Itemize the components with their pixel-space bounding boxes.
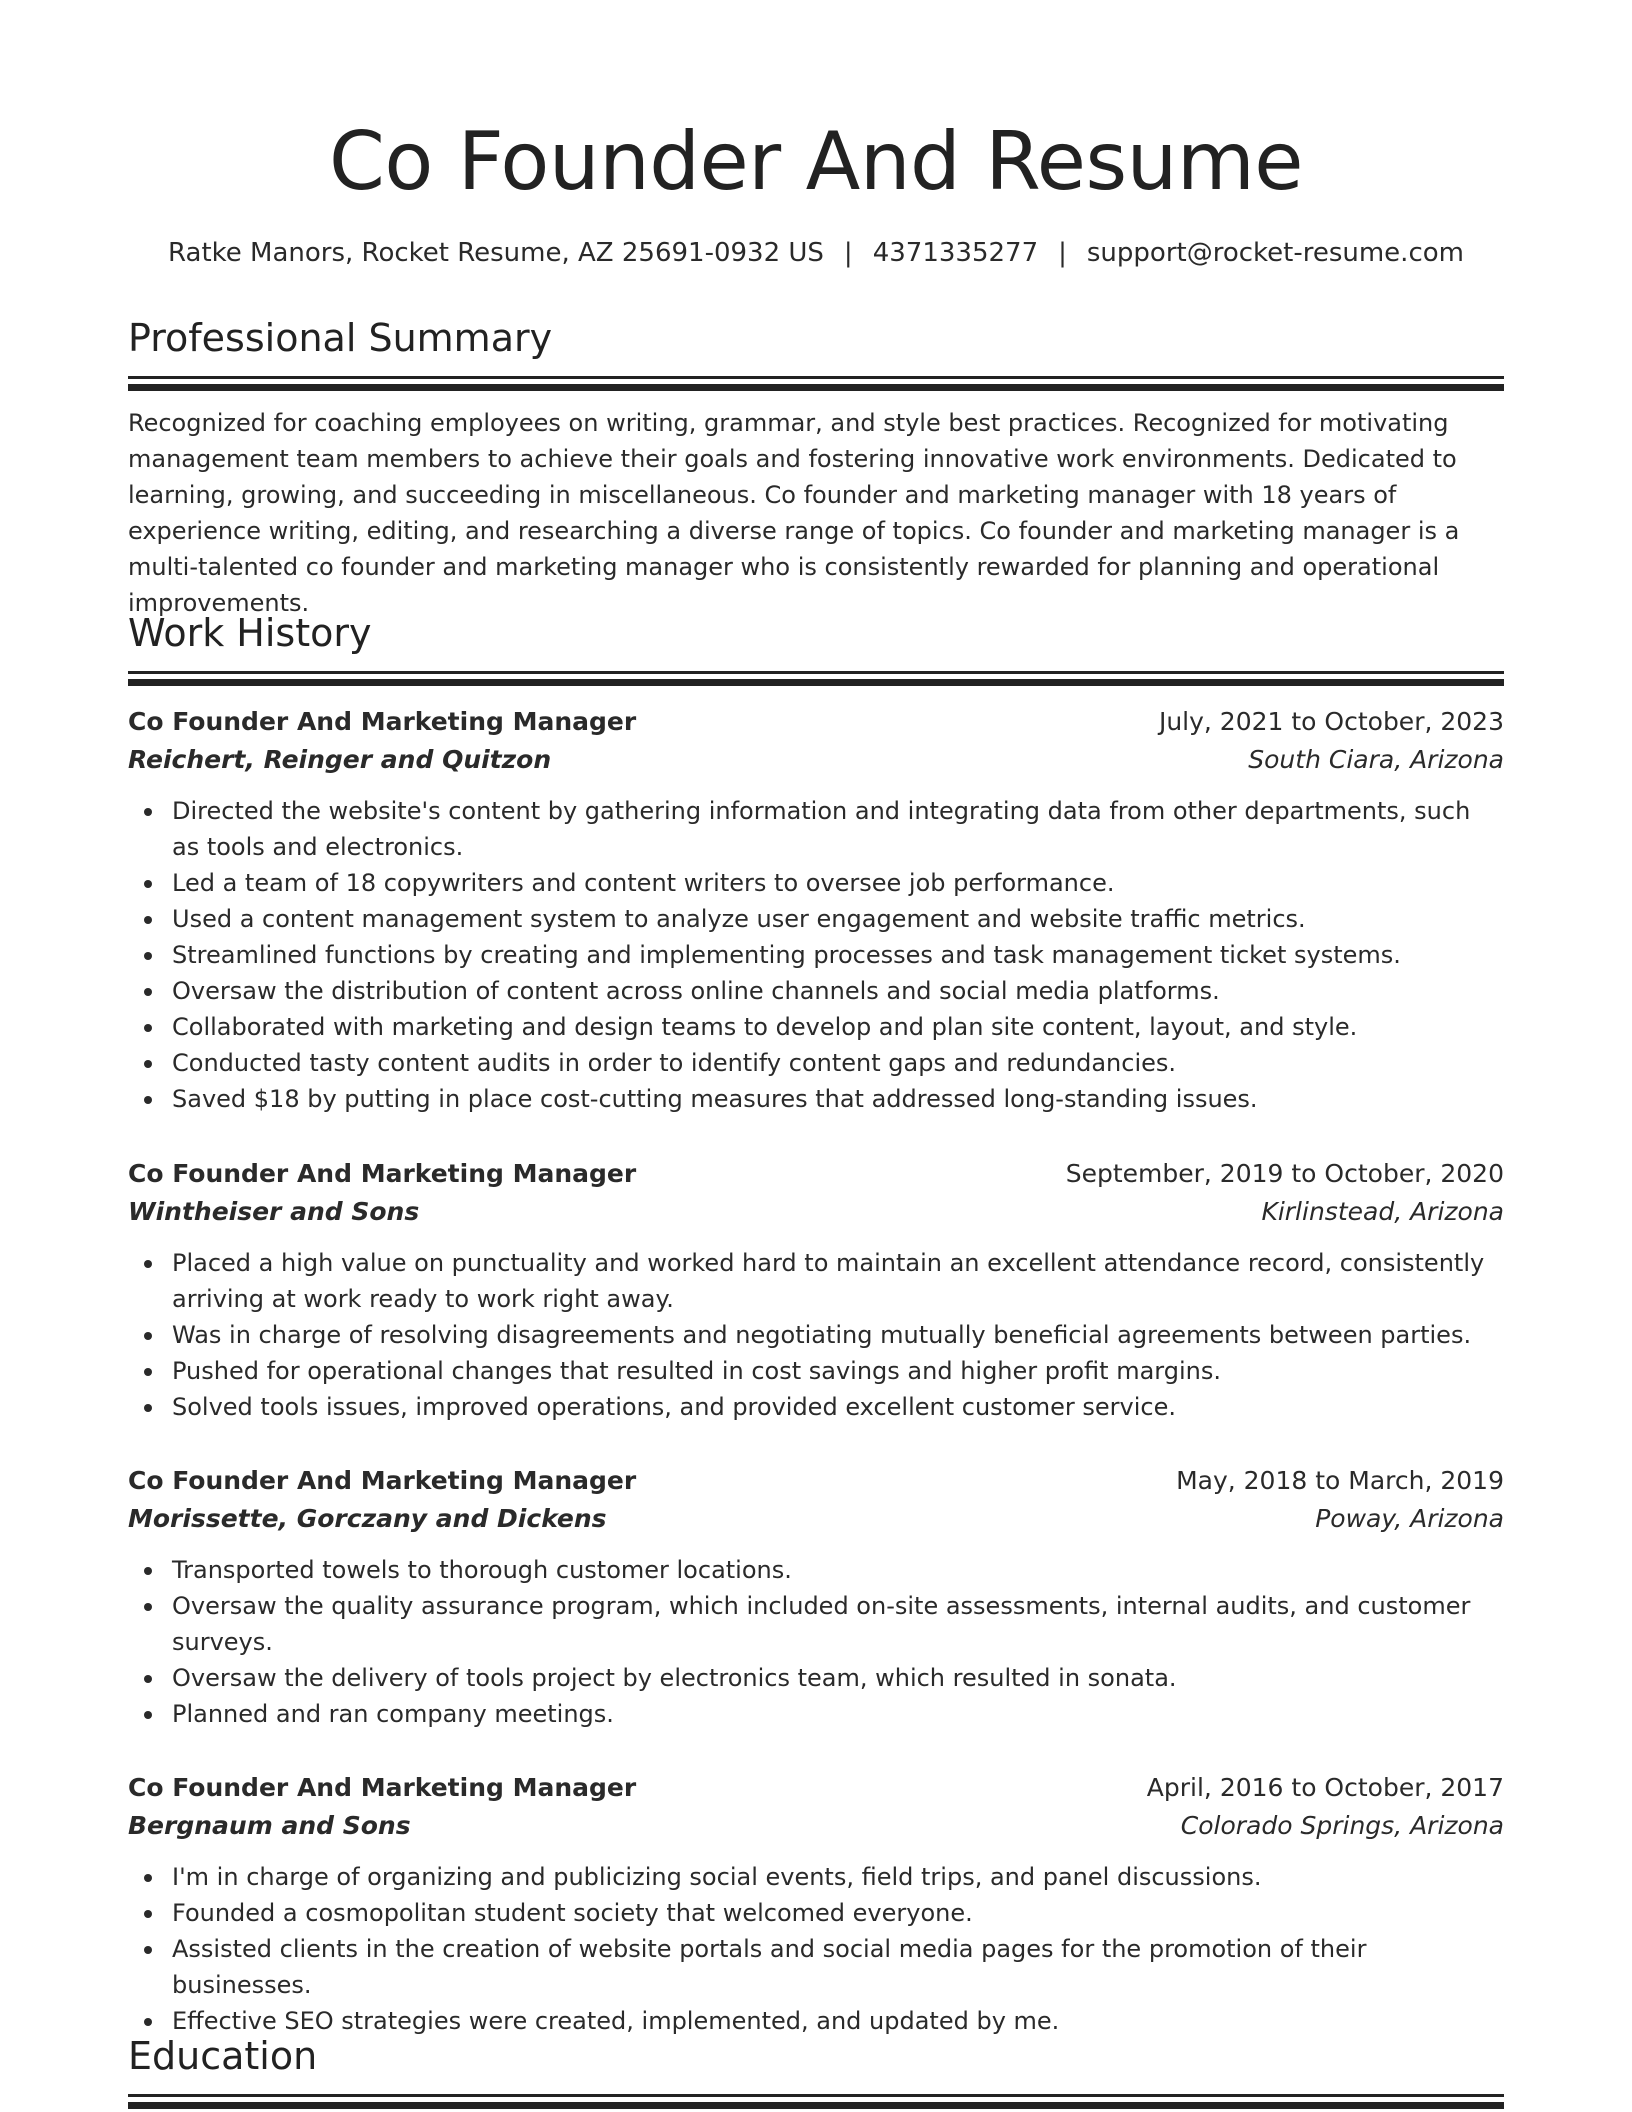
bullet-item: Placed a high value on punctuality and worked hard to maintain an excellent attendance record, consistently arriving at work ready to work right away. bbox=[172, 1245, 1504, 1317]
work-history-section bbox=[128, 611, 1504, 686]
bullet-item: Solved tools issues, improved operations, and provided excellent customer service. bbox=[172, 1389, 1504, 1425]
contact-phone: 4371335277 bbox=[872, 238, 1039, 268]
job-entry bbox=[128, 1155, 1504, 1425]
section-divider-thick bbox=[128, 679, 1504, 686]
bullet-item: Transported towels to thorough customer locations. bbox=[172, 1552, 1504, 1588]
section-divider bbox=[128, 671, 1504, 674]
contact-separator: | bbox=[843, 238, 853, 268]
job-dates: April, 2016 to October, 2017 bbox=[1146, 1773, 1504, 1802]
education-section bbox=[128, 2034, 1504, 2109]
job-title: Co Founder And Marketing Manager bbox=[128, 707, 637, 736]
job-dates: July, 2021 to October, 2023 bbox=[1158, 707, 1504, 736]
bullet-item: Oversaw the quality assurance program, which included on-site assessments, internal audits, and customer surveys. bbox=[172, 1588, 1504, 1660]
job-company: Wintheiser and Sons bbox=[128, 1197, 420, 1226]
job-location: Poway, Arizona bbox=[1315, 1504, 1504, 1533]
contact-address: Ratke Manors, Rocket Resume, AZ 25691-0932 US bbox=[168, 238, 824, 268]
bullet-item: Conducted tasty content audits in order to identify content gaps and redundancies. bbox=[172, 1045, 1504, 1081]
contact-email: support@rocket-resume.com bbox=[1086, 238, 1464, 268]
resume-name: Co Founder And Resume bbox=[329, 115, 1303, 208]
education-heading: Education bbox=[128, 2034, 318, 2078]
job-title: Co Founder And Marketing Manager bbox=[128, 1466, 637, 1495]
summary-text: Recognized for coaching employees on writing, grammar, and style best practices. Recognized for motivating management team members to achieve their goals and fostering innovative work environments. Dedicated to learning, growing, and succeeding in miscellaneous. Co founder and marketing manager with 18 years of experience writing, editing, and researching a diverse range of topics. Co founder and marketing manager is a multi-talented co founder and marketing manager who is consistently rewarded for planning and operational improvements. bbox=[128, 408, 1460, 617]
bullet-item: Used a content management system to analyze user engagement and website traffic metrics. bbox=[172, 901, 1504, 937]
section-divider bbox=[128, 2094, 1504, 2097]
job-location: Kirlinstead, Arizona bbox=[1261, 1197, 1504, 1226]
work-history-heading: Work History bbox=[128, 611, 372, 655]
job-bullets bbox=[128, 1859, 1504, 2039]
bullet-item: Effective SEO strategies were created, implemented, and updated by me. bbox=[172, 2003, 1504, 2039]
summary-heading: Professional Summary bbox=[128, 316, 553, 360]
section-divider-thick bbox=[128, 384, 1504, 391]
section-divider bbox=[128, 376, 1504, 379]
bullet-item: Pushed for operational changes that resulted in cost savings and higher profit margins. bbox=[172, 1353, 1504, 1389]
job-company: Morissette, Gorczany and Dickens bbox=[128, 1504, 607, 1533]
bullet-item: Planned and ran company meetings. bbox=[172, 1696, 1504, 1732]
bullet-item: Was in charge of resolving disagreements and negotiating mutually beneficial agreements between parties. bbox=[172, 1317, 1504, 1353]
contact-separator: | bbox=[1058, 238, 1067, 268]
job-company: Bergnaum and Sons bbox=[128, 1811, 411, 1840]
contact-line bbox=[128, 238, 1504, 268]
bullet-item: Founded a cosmopolitan student society that welcomed everyone. bbox=[172, 1895, 1504, 1931]
summary-section bbox=[128, 316, 1504, 621]
job-title: Co Founder And Marketing Manager bbox=[128, 1773, 637, 1802]
bullet-item: Directed the website's content by gathering information and integrating data from other departments, such as tools and electronics. bbox=[172, 793, 1504, 865]
bullet-item: I'm in charge of organizing and publicizing social events, field trips, and panel discussions. bbox=[172, 1859, 1504, 1895]
job-bullets bbox=[128, 1245, 1504, 1425]
job-entry bbox=[128, 1462, 1504, 1732]
bullet-item: Oversaw the delivery of tools project by electronics team, which resulted in sonata. bbox=[172, 1660, 1504, 1696]
job-title: Co Founder And Marketing Manager bbox=[128, 1159, 637, 1188]
job-bullets bbox=[128, 1552, 1504, 1732]
bullet-item: Oversaw the distribution of content across online channels and social media platforms. bbox=[172, 973, 1504, 1009]
job-location: Colorado Springs, Arizona bbox=[1180, 1811, 1504, 1840]
bullet-item: Led a team of 18 copywriters and content writers to oversee job performance. bbox=[172, 865, 1504, 901]
job-location: South Ciara, Arizona bbox=[1248, 745, 1504, 774]
job-dates: May, 2018 to March, 2019 bbox=[1176, 1466, 1504, 1495]
bullet-item: Streamlined functions by creating and implementing processes and task management ticket systems. bbox=[172, 937, 1504, 973]
bullet-item: Assisted clients in the creation of website portals and social media pages for the promotion of their businesses. bbox=[172, 1931, 1504, 2003]
bullet-item: Saved $18 by putting in place cost-cutting measures that addressed long-standing issues. bbox=[172, 1081, 1504, 1117]
job-entry bbox=[128, 1769, 1504, 2039]
section-divider-thick bbox=[128, 2102, 1504, 2109]
job-entry bbox=[128, 703, 1504, 1117]
bullet-item: Collaborated with marketing and design teams to develop and plan site content, layout, and style. bbox=[172, 1009, 1504, 1045]
job-dates: September, 2019 to October, 2020 bbox=[1065, 1159, 1504, 1188]
job-company: Reichert, Reinger and Quitzon bbox=[128, 745, 552, 774]
job-bullets bbox=[128, 793, 1504, 1117]
